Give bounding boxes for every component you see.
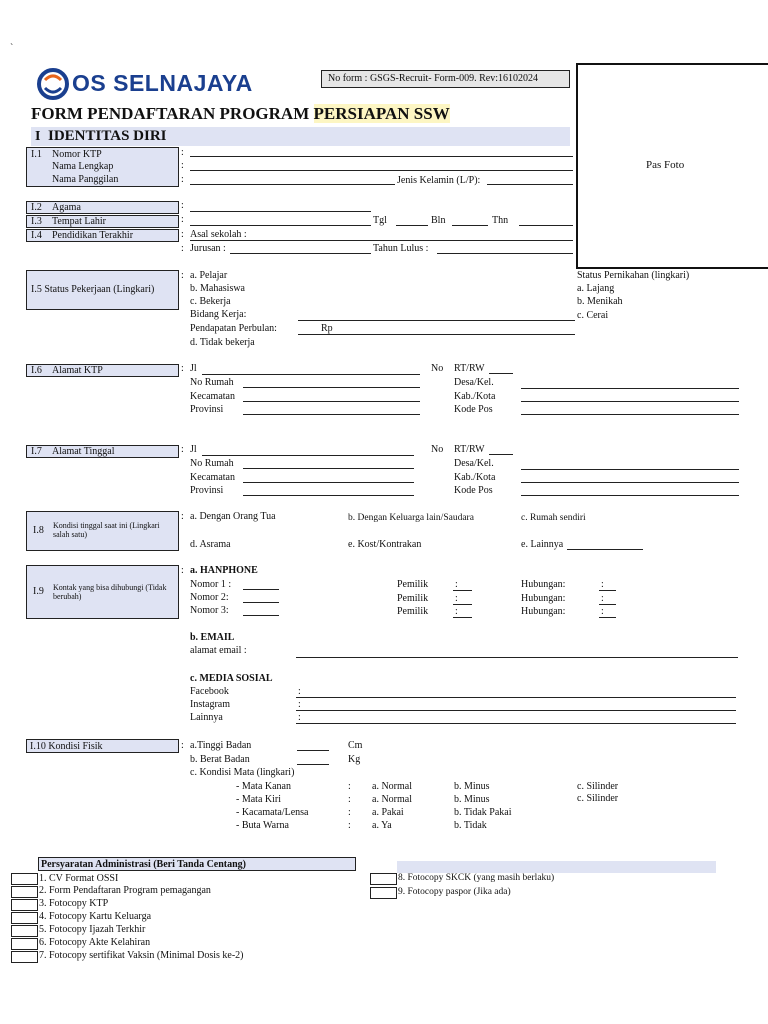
berat-badan-label: b. Berat Badan bbox=[190, 754, 250, 765]
ktp-kecamatan-label: Kecamatan bbox=[190, 391, 235, 402]
req-7-label: 7. Fotocopy sertifikat Vaksin (Minimal Dosis ke-2) bbox=[39, 950, 244, 961]
checkbox-req-5[interactable] bbox=[11, 925, 38, 937]
bln-field[interactable] bbox=[452, 225, 488, 226]
pemilik1-field[interactable]: : bbox=[453, 580, 472, 591]
req-2-label: 2. Form Pendaftaran Program pemagangan bbox=[39, 885, 211, 896]
tinggal-desa-label: Desa/Kel. bbox=[454, 458, 494, 469]
ktp-kecamatan-field[interactable] bbox=[243, 401, 420, 402]
tinggal-no-label: No bbox=[431, 444, 444, 455]
nomor1-field[interactable] bbox=[243, 589, 279, 590]
req-3-label: 3. Fotocopy KTP bbox=[39, 898, 109, 909]
req-5-label: 5. Fotocopy Ijazah Terkhir bbox=[39, 924, 146, 935]
ktp-kodepos-field[interactable] bbox=[521, 414, 739, 415]
pendapatan-field[interactable] bbox=[298, 334, 575, 335]
photo-label: Pas Foto bbox=[646, 159, 685, 171]
asal-sekolah-field[interactable] bbox=[190, 240, 573, 241]
checkbox-req-8[interactable] bbox=[370, 873, 397, 885]
thn-field[interactable] bbox=[519, 225, 573, 226]
checkbox-req-2[interactable] bbox=[11, 886, 38, 898]
pendapatan-label: Pendapatan Perbulan: bbox=[190, 323, 277, 334]
thn-label: Thn bbox=[492, 215, 509, 226]
tinggal-rtrw-field[interactable] bbox=[489, 454, 513, 455]
tinggal-norumah-label: No Rumah bbox=[190, 458, 234, 469]
tinggi-badan-field[interactable] bbox=[297, 750, 329, 751]
buta-warna-tidak[interactable]: b. Tidak bbox=[454, 820, 487, 831]
gender-label: Jenis Kelamin (L/P): bbox=[397, 175, 481, 186]
ktp-rtrw-label: RT/RW bbox=[454, 363, 485, 374]
hubungan3-label: Hubungan: bbox=[521, 606, 566, 617]
tinggal-kost[interactable]: e. Kost/Kontrakan bbox=[348, 539, 422, 550]
ktp-kodepos-label: Kode Pos bbox=[454, 404, 493, 415]
ktp-norumah-label: No Rumah bbox=[190, 377, 234, 388]
asal-sekolah-label: Asal sekolah : bbox=[190, 229, 247, 240]
ktp-norumah-field[interactable] bbox=[243, 387, 420, 388]
bidang-kerja-label: Bidang Kerja: bbox=[190, 309, 247, 320]
mata-kiri-silinder[interactable]: c. Silinder bbox=[577, 793, 619, 804]
hubungan2-field[interactable]: : bbox=[599, 594, 616, 605]
mata-kiri-normal[interactable]: a. Normal bbox=[372, 794, 412, 805]
tinggal-norumah-field[interactable] bbox=[243, 468, 414, 469]
label-i9: I.9 Kontak yang bisa dihubungi (Tidak berubah) bbox=[26, 565, 179, 619]
checkbox-req-6[interactable] bbox=[11, 938, 38, 950]
gender-field[interactable] bbox=[487, 184, 573, 185]
hubungan3-field[interactable]: : bbox=[599, 607, 616, 618]
nomor3-field[interactable] bbox=[243, 615, 279, 616]
tinggi-badan-label: a.Tinggi Badan bbox=[190, 740, 252, 751]
tinggal-provinsi-field[interactable] bbox=[243, 495, 414, 496]
status-pelajar[interactable]: a. Pelajar bbox=[190, 270, 228, 281]
status-pernikahan-title: Status Pernikahan (lingkari) bbox=[577, 270, 690, 281]
agama-field[interactable] bbox=[190, 211, 371, 212]
form-number: No form : GSGS-Recruit- Form-009. Rev:16102024 bbox=[321, 70, 570, 88]
jurusan-label: Jurusan : bbox=[190, 243, 226, 254]
req-6-label: 6. Fotocopy Akte Kelahiran bbox=[39, 937, 151, 948]
pemilik1-label: Pemilik bbox=[397, 579, 429, 590]
jurusan-field[interactable] bbox=[230, 253, 371, 254]
status-mahasiswa[interactable]: b. Mahasiswa bbox=[190, 283, 245, 294]
cm-label: Cm bbox=[348, 740, 363, 751]
persyaratan-title: Persyaratan Administrasi (Beri Tanda Centang) bbox=[38, 857, 356, 871]
nomor2-field[interactable] bbox=[243, 602, 279, 603]
tick-mark: ` bbox=[10, 43, 14, 54]
checkbox-req-4[interactable] bbox=[11, 912, 38, 924]
label-i6: I.6 Alamat KTP bbox=[26, 364, 179, 377]
mata-kanan-silinder[interactable]: c. Silinder bbox=[577, 781, 619, 792]
nomor3-label: Nomor 3: bbox=[190, 605, 229, 616]
req-8-label: 8. Fotocopy SKCK (yang masih berlaku) bbox=[398, 873, 555, 883]
instagram-label: Instagram bbox=[190, 699, 230, 710]
ktp-jl-label: Jl bbox=[190, 363, 197, 374]
pemilik3-label: Pemilik bbox=[397, 606, 429, 617]
mata-kanan-minus[interactable]: b. Minus bbox=[454, 781, 490, 792]
tahun-lulus-label: Tahun Lulus : bbox=[373, 243, 429, 254]
lainnya-medsos-field[interactable] bbox=[296, 723, 736, 724]
tinggal-jl-field[interactable] bbox=[202, 455, 414, 456]
status-tidak-bekerja[interactable]: d. Tidak bekerja bbox=[190, 337, 255, 348]
checkbox-req-9[interactable] bbox=[370, 887, 397, 899]
label-i1: I.1 Nomor KTP Nama Lengkap Nama Panggilan bbox=[26, 147, 179, 187]
email-label: alamat email : bbox=[190, 645, 247, 656]
label-i10: I.10 Kondisi Fisik bbox=[26, 739, 179, 753]
label-i4: I.4 Pendidikan Terakhir bbox=[26, 229, 179, 242]
logo-icon bbox=[36, 68, 70, 100]
tgl-label: Tgl bbox=[373, 215, 387, 226]
ktp-provinsi-field[interactable] bbox=[243, 414, 420, 415]
nomor1-label: Nomor 1 : bbox=[190, 579, 232, 590]
form-title: FORM PENDAFTARAN PROGRAM PERSIAPAN SSW bbox=[31, 104, 450, 123]
pemilik2-label: Pemilik bbox=[397, 593, 429, 604]
media-sosial-title: c. MEDIA SOSIAL bbox=[190, 673, 273, 684]
req-9-label: 9. Fotocopy paspor (Jika ada) bbox=[398, 887, 511, 897]
label-i7: I.7 Alamat Tinggal bbox=[26, 445, 179, 458]
ktp-desa-field[interactable] bbox=[521, 388, 739, 389]
tinggal-kecamatan-field[interactable] bbox=[243, 482, 414, 483]
label-i2: I.2 Agama bbox=[26, 201, 179, 214]
tinggal-keluarga-lain[interactable]: b. Dengan Keluarga lain/Saudara bbox=[348, 513, 474, 523]
company-logo bbox=[36, 68, 251, 100]
facebook-label: Facebook bbox=[190, 686, 229, 697]
tinggal-lainnya[interactable]: e. Lainnya bbox=[521, 539, 564, 550]
tinggal-kab-field[interactable] bbox=[521, 482, 739, 483]
tinggal-provinsi-label: Provinsi bbox=[190, 485, 224, 496]
ktp-no-label: No bbox=[431, 363, 444, 374]
ktp-rtrw-field[interactable] bbox=[489, 373, 513, 374]
tinggal-orang-tua[interactable]: a. Dengan Orang Tua bbox=[190, 511, 276, 522]
logo-text: OS SELNAJAYA bbox=[72, 70, 253, 96]
rp-label: Rp bbox=[321, 323, 333, 334]
nomor2-label: Nomor 2: bbox=[190, 592, 229, 603]
ktp-provinsi-label: Provinsi bbox=[190, 404, 224, 415]
nama-panggilan-field[interactable] bbox=[190, 184, 395, 185]
label-i5: I.5 Status Pekerjaan (Lingkari) bbox=[26, 270, 179, 310]
kacamata-pakai[interactable]: a. Pakai bbox=[372, 807, 404, 818]
email-field[interactable] bbox=[296, 657, 738, 658]
tinggal-lainnya-field[interactable] bbox=[567, 549, 643, 550]
kacamata-tidak-pakai[interactable]: b. Tidak Pakai bbox=[454, 807, 512, 818]
checkbox-req-3[interactable] bbox=[11, 899, 38, 911]
lainnya-label: Lainnya bbox=[190, 712, 223, 723]
tempat-lahir-field[interactable] bbox=[190, 225, 371, 226]
pemilik3-field[interactable]: : bbox=[453, 607, 472, 618]
ktp-kab-field[interactable] bbox=[521, 401, 739, 402]
hubungan1-field[interactable]: : bbox=[599, 580, 616, 591]
hubungan2-label: Hubungan: bbox=[521, 593, 566, 604]
tinggal-desa-field[interactable] bbox=[521, 469, 739, 470]
kondisi-mata-title: c. Kondisi Mata (lingkari) bbox=[190, 767, 295, 778]
tahun-lulus-field[interactable] bbox=[437, 253, 573, 254]
instagram-field[interactable] bbox=[296, 710, 736, 711]
pemilik2-field[interactable]: : bbox=[453, 594, 472, 605]
buta-warna-ya[interactable]: a. Ya bbox=[372, 820, 392, 831]
ktp-desa-label: Desa/Kel. bbox=[454, 377, 494, 388]
tinggal-kodepos-field[interactable] bbox=[521, 495, 739, 496]
bln-label: Bln bbox=[431, 215, 446, 226]
nomor-ktp-field[interactable] bbox=[190, 156, 573, 157]
persyaratan-right-header bbox=[397, 861, 716, 873]
section-identitas-header: I IDENTITAS DIRI bbox=[31, 127, 570, 146]
kg-label: Kg bbox=[348, 754, 361, 765]
req-4-label: 4. Fotocopy Kartu Keluarga bbox=[39, 911, 152, 922]
hanphone-title: a. HANPHONE bbox=[190, 565, 258, 576]
mata-kiri-minus[interactable]: b. Minus bbox=[454, 794, 490, 805]
photo-box bbox=[576, 63, 768, 269]
bidang-kerja-field[interactable] bbox=[298, 320, 575, 321]
berat-badan-field[interactable] bbox=[297, 764, 329, 765]
tinggal-rumah-sendiri[interactable]: c. Rumah sendiri bbox=[521, 513, 586, 523]
marital-lajang[interactable]: a. Lajang bbox=[577, 283, 615, 294]
tinggal-jl-label: Jl bbox=[190, 444, 197, 455]
checkbox-req-1[interactable] bbox=[11, 873, 38, 885]
checkbox-req-7[interactable] bbox=[11, 951, 38, 963]
email-title: b. EMAIL bbox=[190, 632, 235, 643]
label-i8: I.8 Kondisi tinggal saat ini (Lingkari salah satu) bbox=[26, 511, 179, 551]
req-1-label: 1. CV Format OSSI bbox=[39, 873, 119, 884]
tinggal-rtrw-label: RT/RW bbox=[454, 444, 485, 455]
tinggal-kodepos-label: Kode Pos bbox=[454, 485, 493, 496]
marital-menikah[interactable]: b. Menikah bbox=[577, 296, 623, 307]
tgl-field[interactable] bbox=[396, 225, 428, 226]
nama-lengkap-field[interactable] bbox=[190, 170, 573, 171]
tinggal-kecamatan-label: Kecamatan bbox=[190, 472, 235, 483]
status-bekerja[interactable]: c. Bekerja bbox=[190, 296, 231, 307]
marital-cerai[interactable]: c. Cerai bbox=[577, 310, 609, 321]
mata-kanan-normal[interactable]: a. Normal bbox=[372, 781, 412, 792]
facebook-field[interactable] bbox=[296, 697, 736, 698]
hubungan1-label: Hubungan: bbox=[521, 579, 566, 590]
label-i3: I.3 Tempat Lahir bbox=[26, 215, 179, 228]
tinggal-asrama[interactable]: d. Asrama bbox=[190, 539, 231, 550]
ktp-kab-label: Kab./Kota bbox=[454, 391, 496, 402]
tinggal-kab-label: Kab./Kota bbox=[454, 472, 496, 483]
ktp-jl-field[interactable] bbox=[202, 374, 420, 375]
